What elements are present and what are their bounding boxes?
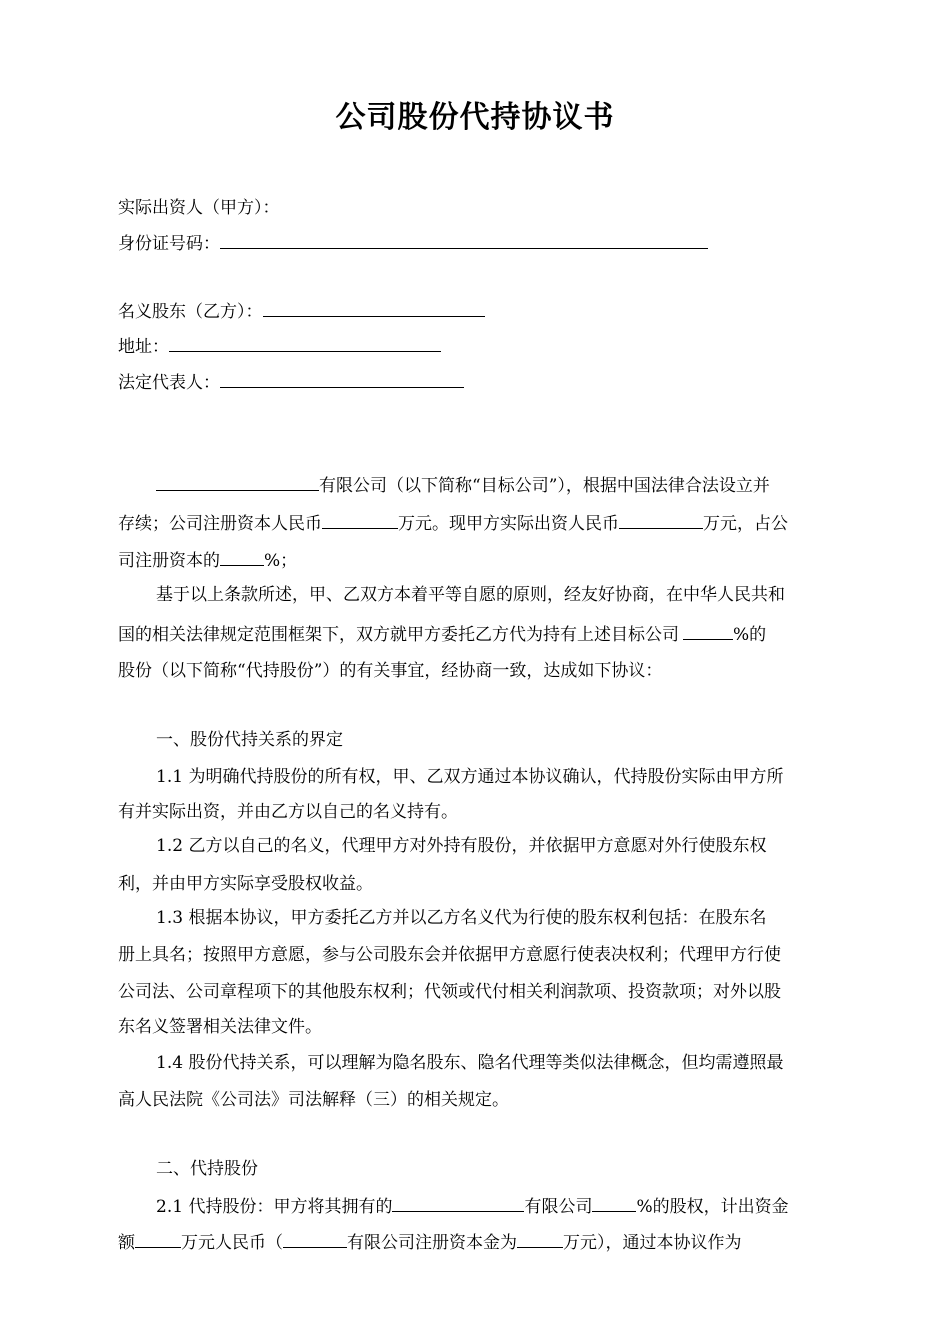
paragraph-text: 存续；公司注册资本人民币 (118, 514, 322, 534)
id-number-line (118, 231, 848, 255)
paragraph-text: 基于以上条款所述，甲、乙双方本着平等自愿的原则，经友好协商，在中华人民共和 (156, 585, 785, 605)
id-number-label: 身份证号码： (118, 234, 220, 254)
registered-capital-blank (322, 511, 398, 529)
section-1-heading (118, 729, 886, 751)
paragraph-1-line-1 (118, 473, 886, 497)
equity-percentage-blank (592, 1194, 636, 1212)
clause-1-4-line-1 (118, 1052, 886, 1074)
actual-investment-blank (619, 511, 703, 529)
address-blank (169, 334, 441, 352)
party-b-label: 名义股东（乙方）： (118, 302, 263, 322)
clause-text: 1.4 股份代持关系，可以理解为隐名股东、隐名代理等类似法律概念，但均需遵照最 (156, 1053, 784, 1073)
section-2-heading (118, 1158, 886, 1180)
clause-text: 2.1 代持股份：甲方将其拥有的 (156, 1197, 393, 1217)
paragraph-text: 国的相关法律规定范围框架下，双方就甲方委托乙方代为持有上述目标公司 (118, 625, 679, 645)
holding-percentage-blank (683, 622, 733, 640)
company-blank (392, 1194, 524, 1212)
paragraph-2-line-1 (118, 584, 886, 606)
clause-1-3-line-2 (118, 944, 848, 966)
clause-text: 利，并由甲方实际享受股权收益。 (118, 874, 373, 894)
clause-text: 有限公司 (524, 1197, 593, 1217)
clause-1-3-line-3 (118, 981, 848, 1003)
clause-1-4-line-2 (118, 1089, 848, 1111)
party-a-line (118, 197, 848, 219)
clause-2-1-line-1 (118, 1194, 886, 1218)
address-line (118, 334, 848, 358)
paragraph-text: %的 (733, 625, 767, 645)
document-title: 公司股份代持协议书 (335, 100, 615, 135)
company-name-blank-2 (283, 1230, 347, 1248)
clause-1-2-line-2 (118, 873, 848, 895)
clause-text: 有限公司注册资本金为 (347, 1233, 517, 1253)
clause-text: 1.2 乙方以自己的名义，代理甲方对外持有股份，并依据甲方意愿对外行使股东权 (156, 836, 767, 856)
paragraph-text: 司注册资本的 (118, 551, 220, 571)
paragraph-2-line-3 (118, 660, 848, 682)
legal-rep-line (118, 370, 848, 394)
paragraph-text: %； (264, 551, 298, 571)
clause-1-3-line-4 (118, 1016, 848, 1038)
paragraph-1-line-2 (118, 511, 848, 535)
clause-text: 公司法、公司章程项下的其他股东权利；代领或代付相关利润款项、投资款项；对外以股 (118, 982, 781, 1002)
id-number-blank (220, 231, 708, 249)
clause-1-1-line-1 (118, 766, 886, 788)
amount-blank (135, 1230, 181, 1248)
clause-1-2-line-1 (118, 835, 886, 857)
clause-text: 万元人民币（ (181, 1233, 283, 1253)
clause-text: 额 (118, 1233, 135, 1253)
party-b-blank (263, 299, 485, 317)
party-b-line (118, 299, 848, 323)
registered-capital-blank-2 (517, 1230, 563, 1248)
legal-rep-blank (220, 370, 464, 388)
clause-1-3-line-1 (118, 907, 886, 929)
clause-text: 有并实际出资，并由乙方以自己的名义持有。 (118, 802, 458, 822)
section-heading: 一、股份代持关系的界定 (156, 730, 343, 750)
clause-text: 东名义签署相关法律文件。 (118, 1017, 322, 1037)
clause-text: 1.1 为明确代持股份的所有权，甲、乙双方通过本协议确认，代持股份实际由甲方所 (156, 767, 784, 787)
paragraph-text: 有限公司（以下简称“目标公司”），根据中国法律合法设立并 (319, 476, 770, 496)
company-name-blank (156, 473, 319, 491)
paragraph-text: 万元，占公 (703, 514, 788, 534)
clause-1-1-line-2 (118, 801, 848, 823)
party-a-label: 实际出资人（甲方）： (118, 198, 280, 218)
clause-2-1-line-2 (118, 1230, 848, 1254)
paragraph-text: 股份（以下简称“代持股份”）的有关事宜，经协商一致，达成如下协议： (118, 661, 663, 681)
paragraph-2-line-2 (118, 622, 848, 646)
clause-text: 册上具名；按照甲方意愿，参与公司股东会并依据甲方意愿行使表决权利；代理甲方行使 (118, 945, 781, 965)
legal-rep-label: 法定代表人： (118, 373, 220, 393)
address-label: 地址： (118, 337, 169, 357)
clause-text: 1.3 根据本协议，甲方委托乙方并以乙方名义代为行使的股东权利包括：在股东名 (156, 908, 767, 928)
clause-text: 高人民法院《公司法》司法解释（三）的相关规定。 (118, 1090, 509, 1110)
paragraph-text: 万元。现甲方实际出资人民币 (398, 514, 619, 534)
section-heading: 二、代持股份 (156, 1159, 258, 1179)
percentage-blank (220, 548, 264, 566)
clause-text: 万元），通过本协议作为 (563, 1233, 742, 1253)
paragraph-1-line-3 (118, 548, 848, 572)
clause-text: %的股权，计出资金 (636, 1197, 789, 1217)
